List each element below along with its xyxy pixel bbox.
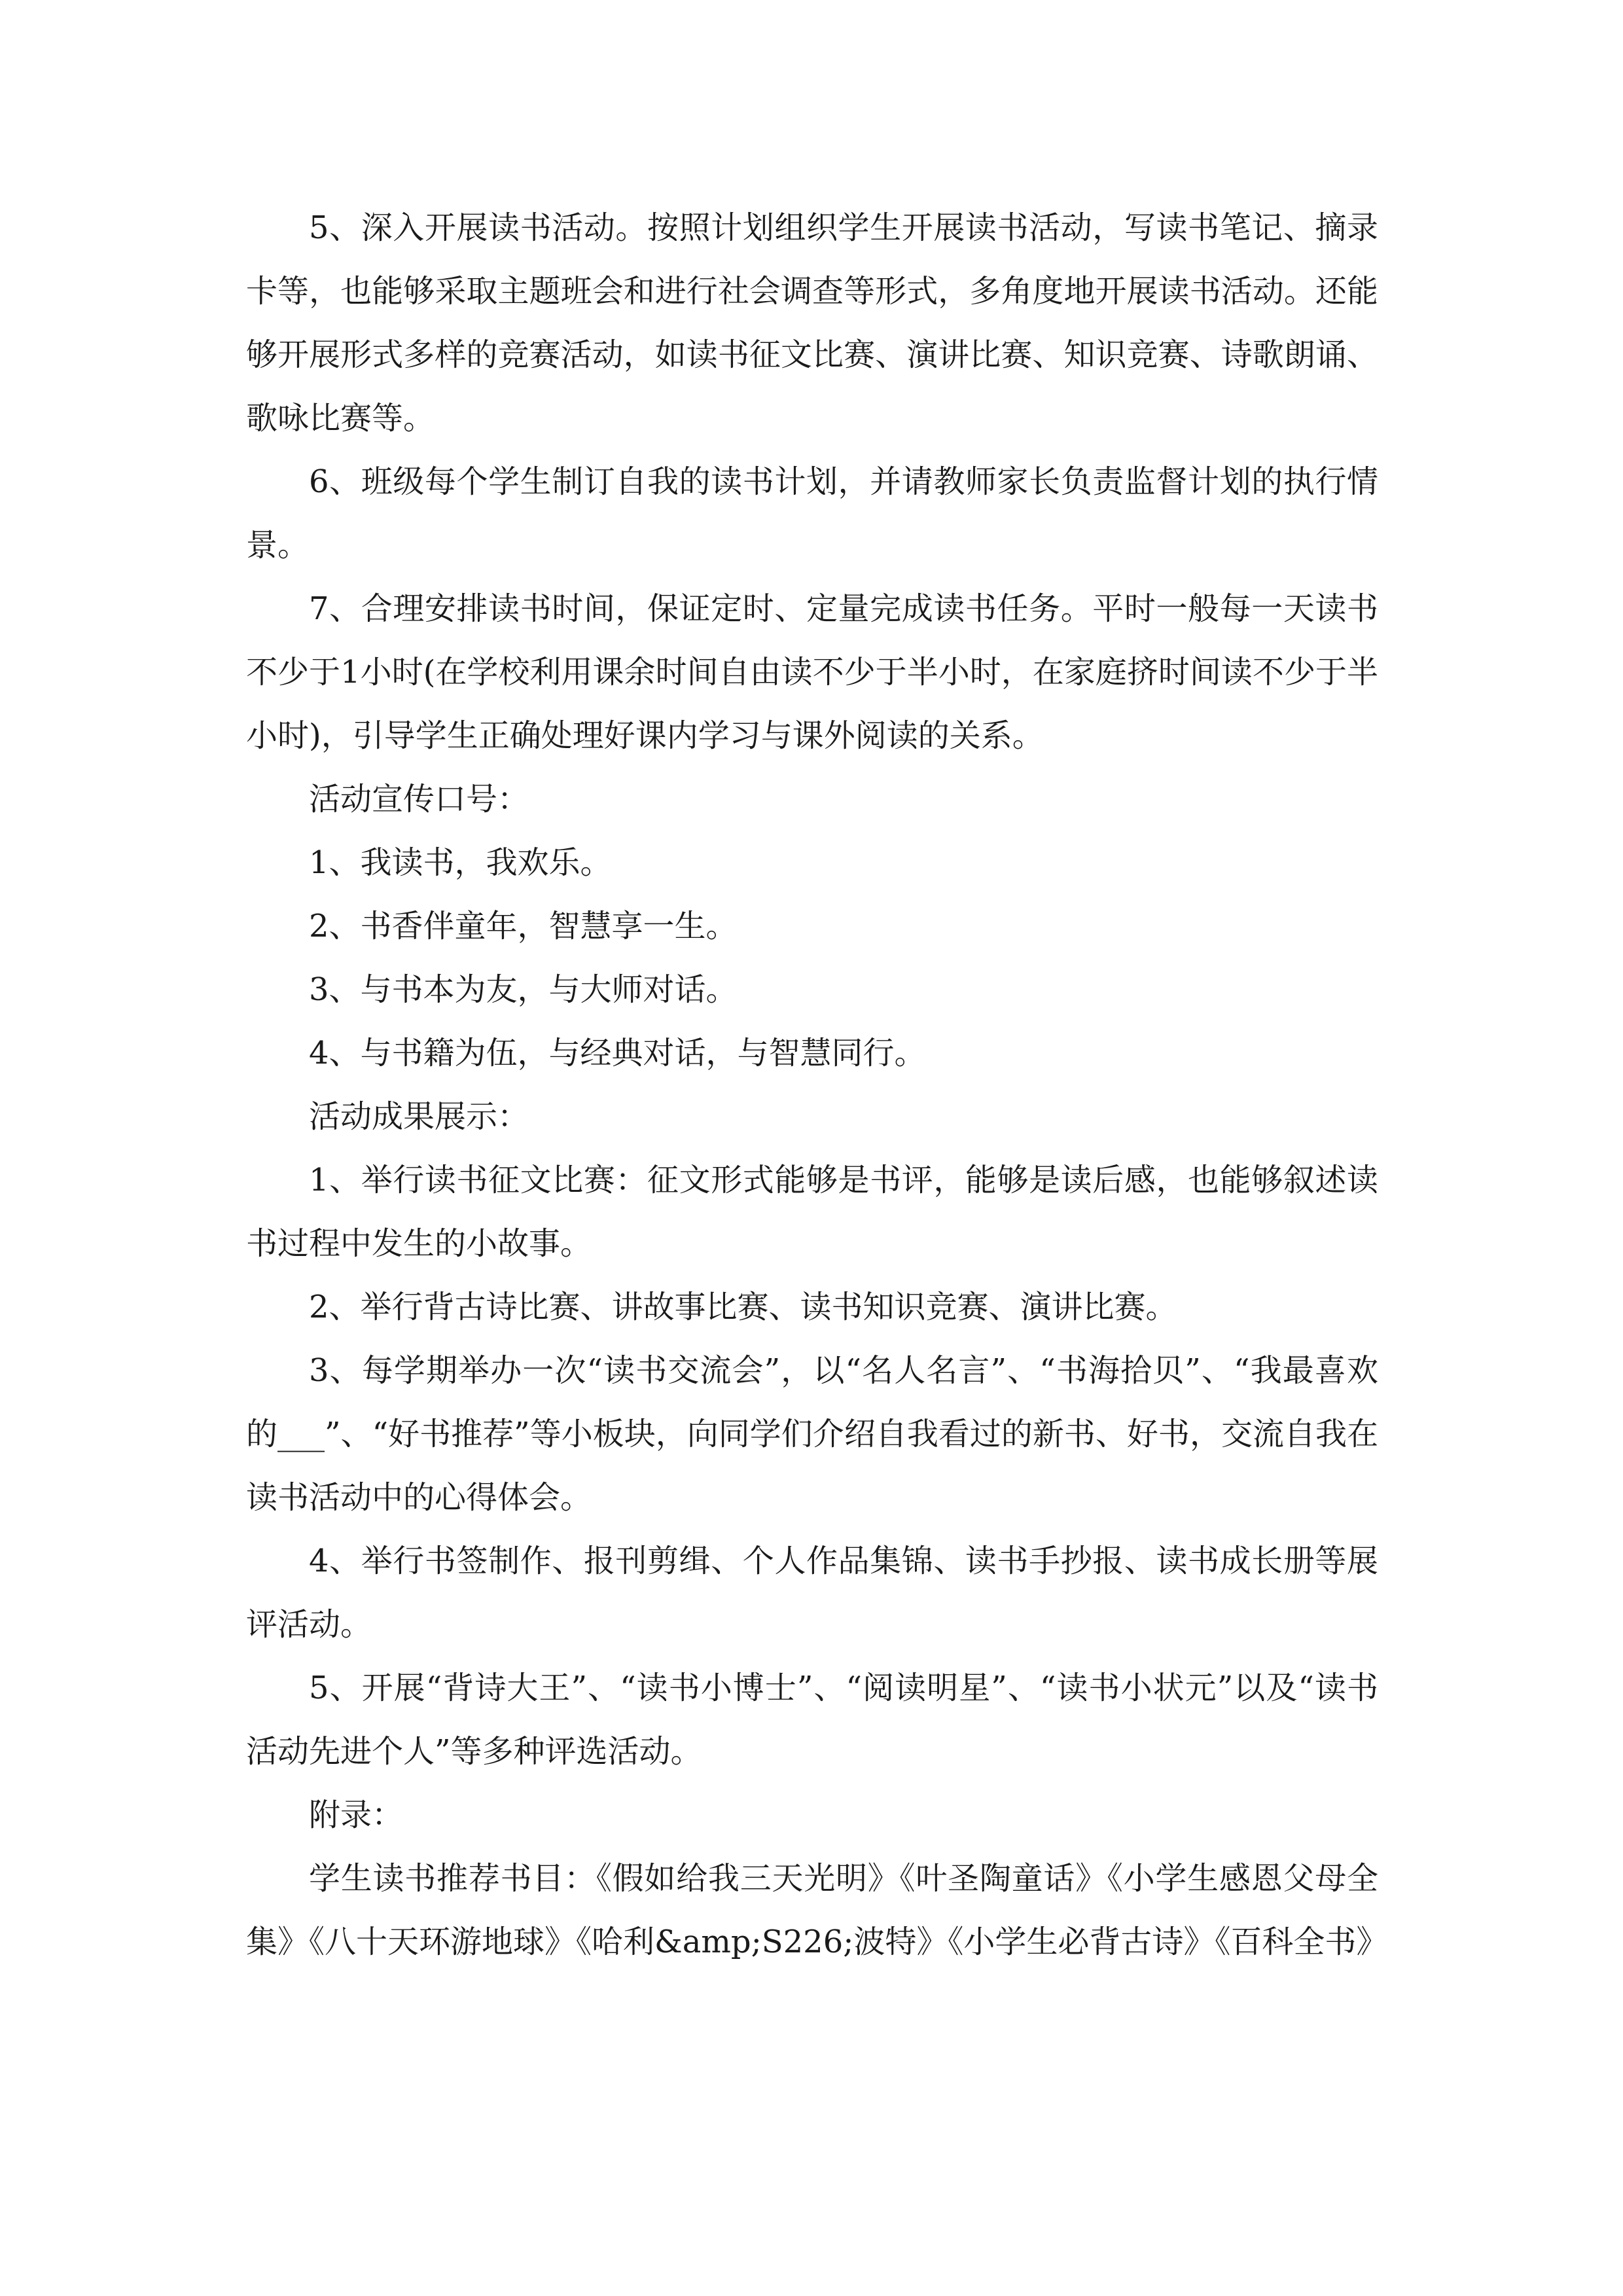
- heading-appendix: 附录：: [309, 1797, 404, 1833]
- paragraph-activity-7: 7、合理安排读书时间，保证定时、定量完成读书任务。平时一般每一天读书不少于1小时(在学校利用课余时间自由读不少于半小时，在家庭挤时间读不少于半小时)，引导学生正确处理好课内学习与课外阅读的关系。: [246, 590, 1378, 754]
- slogan-1: 1、我读书，我欢乐。: [309, 844, 612, 881]
- paragraph-activity-5: 5、深入开展读书活动。按照计划组织学生开展读书活动，写读书笔记、摘录卡等，也能够采取主题班会和进行社会调查等形式，多角度地开展读书活动。还能够开展形式多样的竞赛活动，如读书征文比赛、演讲比赛、知识竞赛、诗歌朗诵、歌咏比赛等。: [246, 209, 1378, 437]
- slogan-2: 2、书香伴童年，智慧享一生。: [309, 908, 738, 944]
- heading-slogans: 活动宣传口号：: [309, 781, 529, 817]
- paragraph-activity-6: 6、班级每个学生制订自我的读书计划，并请教师家长负责监督计划的执行情景。: [246, 463, 1378, 564]
- paragraph-book-list: 学生读书推荐书目：《假如给我三天光明》《叶圣陶童话》《小学生感恩父母全集》《八十天环游地球》《哈利&amp;S226;波特》《小学生必背古诗》《百科全书》: [246, 1860, 1388, 1960]
- heading-results: 活动成果展示：: [309, 1098, 529, 1135]
- result-2: 2、举行背古诗比赛、讲故事比赛、读书知识竞赛、演讲比赛。: [309, 1289, 1177, 1325]
- result-4: 4、举行书签制作、报刊剪缉、个人作品集锦、读书手抄报、读书成长册等展评活动。: [246, 1543, 1378, 1643]
- result-5: 5、开展“背诗大王”、“读书小博士”、“阅读明星”、“读书小状元”以及“读书活动先进个人”等多种评选活动。: [246, 1670, 1378, 1770]
- document-body: [246, 196, 1388, 1974]
- result-1: 1、举行读书征文比赛：征文形式能够是书评，能够是读后感，也能够叙述读书过程中发生的小故事。: [246, 1162, 1378, 1262]
- slogan-3: 3、与书本为友，与大师对话。: [309, 971, 738, 1008]
- slogan-4: 4、与书籍为伍，与经典对话，与智慧同行。: [309, 1035, 926, 1071]
- result-3: 3、每学期举办一次“读书交流会”，以“名人名言”、“书海拾贝”、“我最喜欢的___”、“好书推荐”等小板块，向同学们介绍自我看过的新书、好书，交流自我在读书活动中的心得体会。: [246, 1352, 1378, 1516]
